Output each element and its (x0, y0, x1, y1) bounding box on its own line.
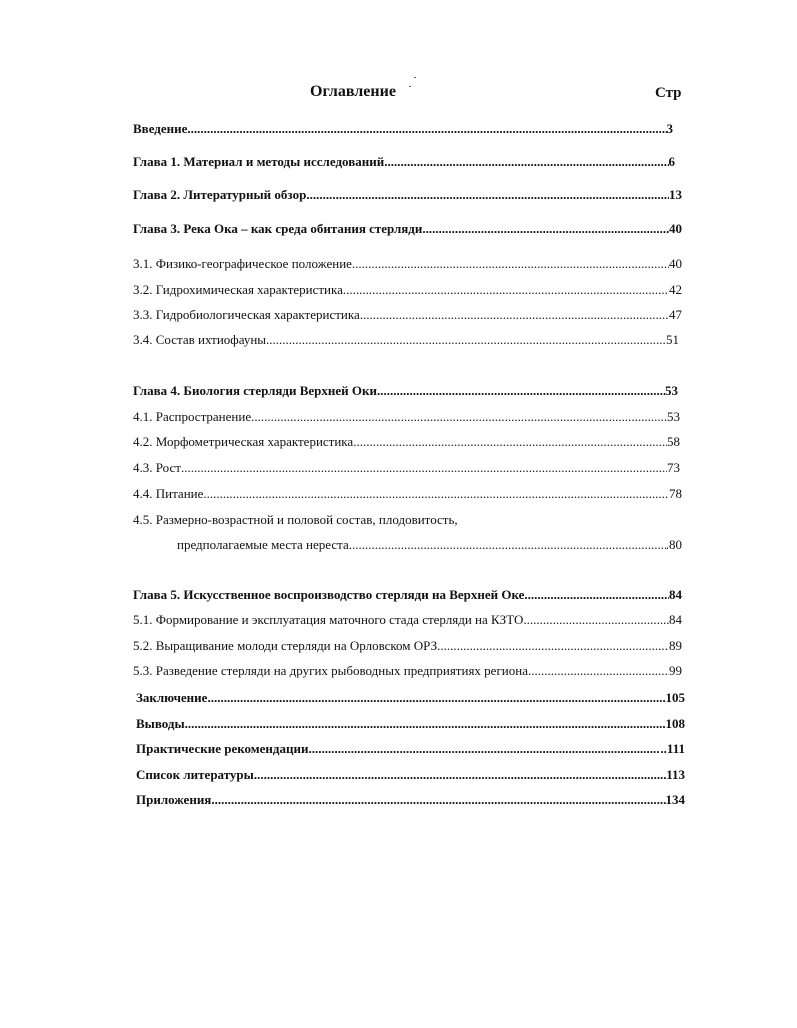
leader-dots (254, 767, 666, 783)
toc-entry-section-4-5 (133, 512, 682, 528)
toc-entry-appendices (136, 792, 685, 808)
leader-dots (384, 154, 668, 170)
toc-entry-label: Глава 4. Биология стерляди Верхней Оки (133, 383, 377, 398)
toc-entry-page: 13 (669, 187, 682, 202)
toc-entry-page: 78 (669, 486, 682, 501)
toc-entry-page: 84 (669, 587, 682, 602)
leader-dots (207, 690, 665, 706)
toc-entry-page: 134 (665, 792, 685, 807)
toc-entry-label: Выводы (136, 716, 185, 731)
toc-entry-label: 3.4. Состав ихтиофауны (133, 332, 267, 347)
scan-speck (414, 77, 416, 78)
toc-entry-label: 3.1. Физико-географическое положение (133, 256, 352, 271)
toc-entry-section-4-4 (133, 486, 682, 502)
leader-dots (187, 121, 666, 137)
toc-entry-page: 113 (666, 767, 685, 782)
leader-dots (422, 221, 669, 237)
toc-entry-page: 47 (669, 307, 682, 322)
toc-entry-chapter-2 (133, 187, 682, 203)
toc-entry-page: 89 (669, 638, 682, 653)
toc-entry-label: Список литературы (136, 767, 254, 782)
toc-entry-label: 4.4. Питание (133, 486, 204, 501)
toc-entry-page: 99 (669, 663, 682, 678)
toc-entry-label: 3.3. Гидробиологическая характеристика (133, 307, 360, 322)
scan-speck (409, 86, 411, 87)
toc-entry-page: .80 (665, 537, 682, 552)
toc-entry-label: Глава 1. Материал и методы исследований (133, 154, 385, 169)
leader-dots (353, 434, 667, 450)
toc-entry-label: 5.2. Выращивание молоди стерляди на Орловском ОРЗ (133, 638, 438, 653)
leader-dots (251, 409, 667, 425)
toc-entry-label: Практические рекомендации (136, 741, 309, 756)
toc-entry-label: Глава 3. Река Ока – как среда обитания стерляди (133, 221, 423, 236)
toc-entry-label: 4.3. Рост (133, 460, 181, 475)
toc-entry-label: 4.1. Распространение (133, 409, 252, 424)
toc-entry-label: Приложения (136, 792, 212, 807)
leader-dots (185, 716, 666, 732)
leader-dots (523, 612, 669, 628)
leader-dots (352, 256, 669, 272)
toc-entry-chapter-5 (133, 587, 682, 603)
leader-dots (377, 383, 665, 399)
toc-entry-page: 51 (666, 332, 679, 347)
toc-entry-section-5-2 (133, 638, 682, 654)
toc-entry-section-5-1 (133, 612, 682, 628)
toc-entry-label: 4.5. Размерно-возрастной и половой состав, плодовитость, (133, 512, 458, 527)
toc-title: Оглавление (310, 83, 396, 100)
leader-dots (203, 486, 669, 502)
toc-entry-references (136, 767, 685, 783)
toc-entry-page: 6 (668, 154, 675, 169)
leader-dots (306, 187, 669, 203)
toc-entry-recommendations (136, 741, 685, 757)
toc-entry-section-4-3 (133, 460, 680, 476)
leader-dots (437, 638, 669, 654)
toc-entry-page: ..111 (660, 741, 685, 756)
toc-entry-label: 5.1. Формирование и эксплуатация маточного стада стерляди на КЗТО (133, 612, 524, 627)
toc-entry-label: Глава 2. Литературный обзор (133, 187, 307, 202)
toc-entry-section-3-1 (133, 256, 682, 272)
toc-entry-label: 4.2. Морфометрическая характеристика (133, 434, 354, 449)
toc-entry-label: 5.3. Разведение стерляди на других рыбоводных предприятиях региона (133, 663, 528, 678)
leader-dots (524, 587, 669, 603)
toc-entry-page: 73 (667, 460, 680, 475)
leader-dots (181, 460, 667, 476)
toc-entry-label: Заключение (136, 690, 208, 705)
toc-entry-introduction (133, 121, 673, 137)
leader-dots (349, 537, 666, 553)
toc-entry-label: предполагаемые места нереста (177, 537, 349, 552)
toc-entry-section-4-5-continuation (177, 537, 682, 553)
toc-entry-page: 53 (667, 409, 680, 424)
toc-entry-page: 3 (666, 121, 673, 136)
toc-entry-page: 58 (667, 434, 680, 449)
toc-entry-chapter-3 (133, 221, 682, 237)
leader-dots (528, 663, 669, 679)
leader-dots (308, 741, 660, 757)
toc-entry-page: 40 (669, 221, 682, 236)
toc-entry-label: Введение (133, 121, 188, 136)
toc-entry-conclusion (136, 690, 685, 706)
toc-entry-section-5-3 (133, 663, 682, 679)
page-column-header: Стр (655, 85, 682, 101)
toc-entry-section-4-1 (133, 409, 680, 425)
toc-entry-page: 42 (669, 282, 682, 297)
toc-entry-section-3-2 (133, 282, 682, 298)
leader-dots (343, 282, 669, 298)
toc-entry-page: 53 (665, 383, 678, 398)
toc-entry-chapter-1 (133, 154, 675, 170)
leader-dots (211, 792, 665, 808)
toc-entry-section-3-3 (133, 307, 682, 323)
toc-entry-label: 3.2. Гидрохимическая характеристика (133, 282, 343, 297)
toc-entry-section-3-4 (133, 332, 679, 348)
toc-entry-chapter-4 (133, 383, 678, 399)
toc-entry-page: 108 (665, 716, 685, 731)
toc-entry-label: Глава 5. Искусственное воспроизводство стерляди на Верхней Оке (133, 587, 525, 602)
toc-entry-page: 40 (669, 256, 682, 271)
toc-entry-page: 84 (669, 612, 682, 627)
leader-dots (360, 307, 669, 323)
leader-dots (266, 332, 666, 348)
toc-entry-section-4-2 (133, 434, 680, 450)
toc-entry-findings (136, 716, 685, 732)
toc-entry-page: 105 (665, 690, 685, 705)
